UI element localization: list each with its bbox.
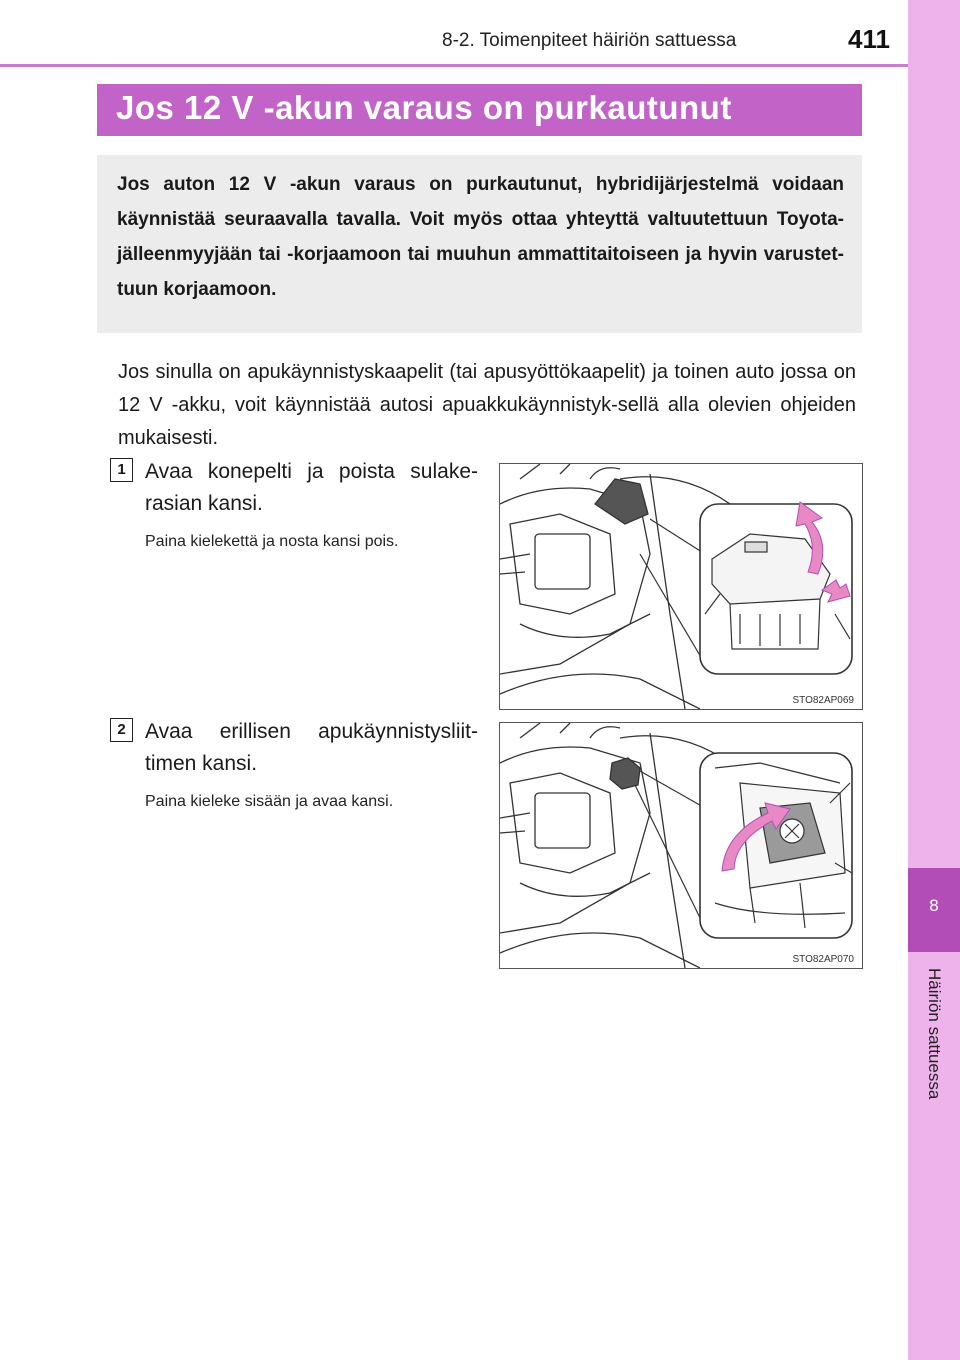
step-2-title: Avaa erillisen apukäynnistysliit-timen kansi. [145,720,478,775]
intro-box [97,155,862,333]
step-2-badge: 2 [110,718,133,742]
step-1-description: Paina kielekettä ja nosta kansi pois. [145,533,399,550]
section-title: Jos 12 V -akun varaus on purkautunut [116,89,732,126]
figure-2-code: STO82AP070 [792,954,854,965]
body-paragraph: Jos sinulla on apukäynnistyskaapelit (tai apusyöttökaapelit) ja toinen auto jossa on 12 V -akku, voit käynnistää autosi apuakkukäynnistyk-sellä alla olevien ohjeiden mukaisesti. [118,361,856,449]
step-1-figure [499,463,863,710]
step-1-title: Avaa konepelti ja poista sulake-rasian kansi. [145,460,478,515]
step-2-figure [499,722,863,969]
running-header-section: 8-2. Toimenpiteet häiriön sattuessa [442,30,737,51]
jump-terminal-illustration [500,723,862,968]
step-2-description: Paina kieleke sisään ja avaa kansi. [145,793,394,810]
section-banner [97,84,862,136]
chapter-title: Häiriön sattuessa [925,968,944,1100]
chapter-number: 8 [929,896,939,915]
page-number: 411 [848,24,890,54]
figure-1-code: STO82AP069 [792,695,854,706]
step-1-badge: 1 [110,458,133,482]
fuse-box-illustration [500,464,862,709]
header-divider [0,64,908,67]
intro-text: Jos auton 12 V -akun varaus on purkautunut, hybridijärjestelmä voidaan käynnistää seuraavalla tavalla. Voit myös ottaa yhteyttä valtuutettuun Toyota-jälleenmyyjään tai -korjaamoon tai muuhun ammattitaitoiseen ja hyvin varustet-tuun korjaamoon. [117,174,844,300]
